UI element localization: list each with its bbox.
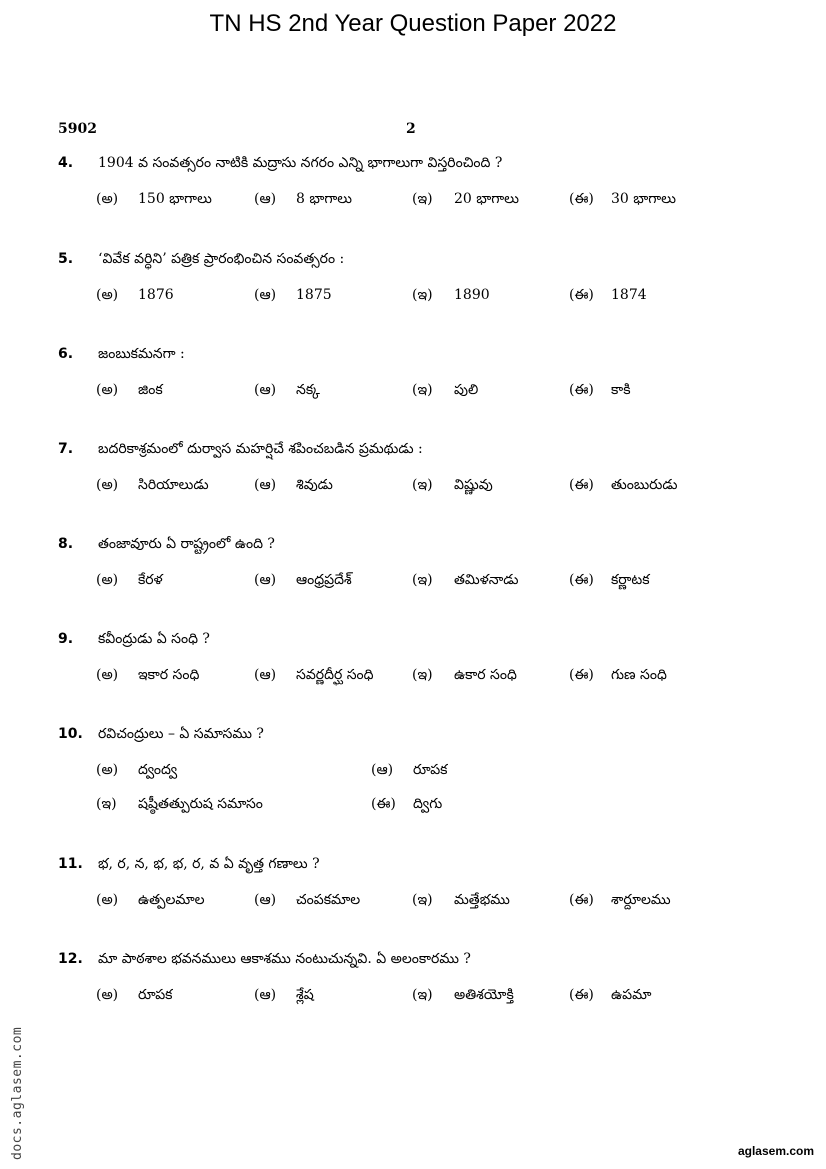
- question-text: భ, ర, న, భ, భ, ర, వ ఏ వృత్త గణాలు ?: [98, 856, 320, 872]
- option-d: (ఈ) 1874: [569, 287, 647, 303]
- question-10: [58, 723, 758, 815]
- option-a: (అ) ఇకార సంధి: [96, 667, 200, 683]
- side-watermark: docs.aglasem.com: [10, 1026, 25, 1160]
- paper-code: 5902: [58, 121, 97, 137]
- option-c: (ఇ) అతిశయోక్తి: [412, 987, 514, 1003]
- option-d: (ఈ) ఉపమా: [569, 987, 652, 1003]
- option-b: (ఆ) శివుడు: [254, 477, 333, 493]
- question-text: కవీంద్రుడు ఏ సంధి ?: [98, 631, 210, 647]
- question-12: [58, 948, 758, 1006]
- question-8: [58, 533, 758, 591]
- question-6: [58, 343, 758, 401]
- question-text: తంజావూరు ఏ రాష్ట్రంలో ఉంది ?: [98, 536, 275, 552]
- option-b: (ఆ) సవర్ణదీర్ఘ సంధి: [254, 667, 374, 683]
- option-c: (ఇ) తమిళనాడు: [412, 572, 519, 588]
- option-b: (ఆ) శ్లేష: [254, 987, 314, 1003]
- question-text: ‘వివేక వర్ధిని’ పత్రిక ప్రారంభించిన సంవత్సరం :: [98, 251, 345, 267]
- option-c: (ఇ) విష్ణువు: [412, 477, 493, 493]
- option-b: (ఆ) నక్క: [254, 382, 320, 398]
- footer-brand: aglasem.com: [737, 1144, 814, 1158]
- page-number: 2: [406, 121, 416, 137]
- option-b: (ఆ) రూపక: [371, 762, 448, 778]
- option-a: (అ) 1876: [96, 287, 174, 303]
- question-text: బదరికాశ్రమంలో దుర్వాస మహర్షిచే శపించబడిన ప్రమథుడు :: [98, 441, 423, 457]
- option-b: (ఆ) 8 భాగాలు: [254, 191, 353, 207]
- option-c: (ఇ) షష్ఠీతత్పురుష సమాసం: [96, 796, 263, 812]
- option-b: (ఆ) 1875: [254, 287, 332, 303]
- option-d: (ఈ) 30 భాగాలు: [569, 191, 676, 207]
- question-text: మా పాఠశాల భవనములు ఆకాశము నంటుచున్నవి. ఏ అలంకారము ?: [98, 951, 471, 967]
- question-text: 1904 వ సంవత్సరం నాటికి మద్రాసు నగరం ఎన్ని భాగాలుగా విస్తరించింది ?: [98, 155, 503, 171]
- question-number: 6.: [58, 346, 74, 362]
- option-a: (అ) సిరియాలుడు: [96, 477, 209, 493]
- question-number: 7.: [58, 441, 74, 457]
- option-d: (ఈ) తుంబురుడు: [569, 477, 678, 493]
- option-d: (ఈ) గుణ సంధి: [569, 667, 667, 683]
- option-c: (ఇ) 20 భాగాలు: [412, 191, 519, 207]
- option-d: (ఈ) శార్దూలము: [569, 892, 671, 908]
- question-number: 5.: [58, 251, 74, 267]
- option-c: (ఇ) ఉకార సంధి: [412, 667, 517, 683]
- option-a: (అ) రూపక: [96, 987, 173, 1003]
- option-b: (ఆ) చంపకమాల: [254, 892, 361, 908]
- question-11: [58, 853, 758, 911]
- question-number: 8.: [58, 536, 74, 552]
- option-d: (ఈ) ద్విగు: [371, 796, 443, 812]
- question-number: 11.: [58, 856, 83, 872]
- question-number: 4.: [58, 155, 74, 171]
- question-number: 12.: [58, 951, 83, 967]
- page-banner-title: TN HS 2nd Year Question Paper 2022: [209, 10, 617, 37]
- option-a: (అ) ద్వంద్వ: [96, 762, 178, 778]
- option-a: (అ) కేరళ: [96, 572, 163, 588]
- option-c: (ఇ) 1890: [412, 287, 490, 303]
- question-9: [58, 628, 758, 686]
- question-7: [58, 438, 758, 496]
- question-number: 9.: [58, 631, 74, 647]
- option-d: (ఈ) కర్ణాటక: [569, 572, 650, 588]
- option-a: (అ) జింక: [96, 382, 163, 398]
- question-number: 10.: [58, 726, 83, 742]
- option-a: (అ) ఉత్పలమాల: [96, 892, 205, 908]
- question-text: జంబుకమనగా :: [98, 346, 185, 362]
- option-a: (అ) 150 భాగాలు: [96, 191, 212, 207]
- option-d: (ఈ) కాకి: [569, 382, 631, 398]
- option-c: (ఇ) పులి: [412, 382, 479, 398]
- question-5: [58, 248, 758, 306]
- option-c: (ఇ) మత్తేభము: [412, 892, 510, 908]
- option-b: (ఆ) ఆంధ్రప్రదేశ్: [254, 572, 352, 588]
- question-4: [58, 152, 758, 210]
- question-text: రవిచంద్రులు – ఏ సమాసము ?: [98, 726, 264, 742]
